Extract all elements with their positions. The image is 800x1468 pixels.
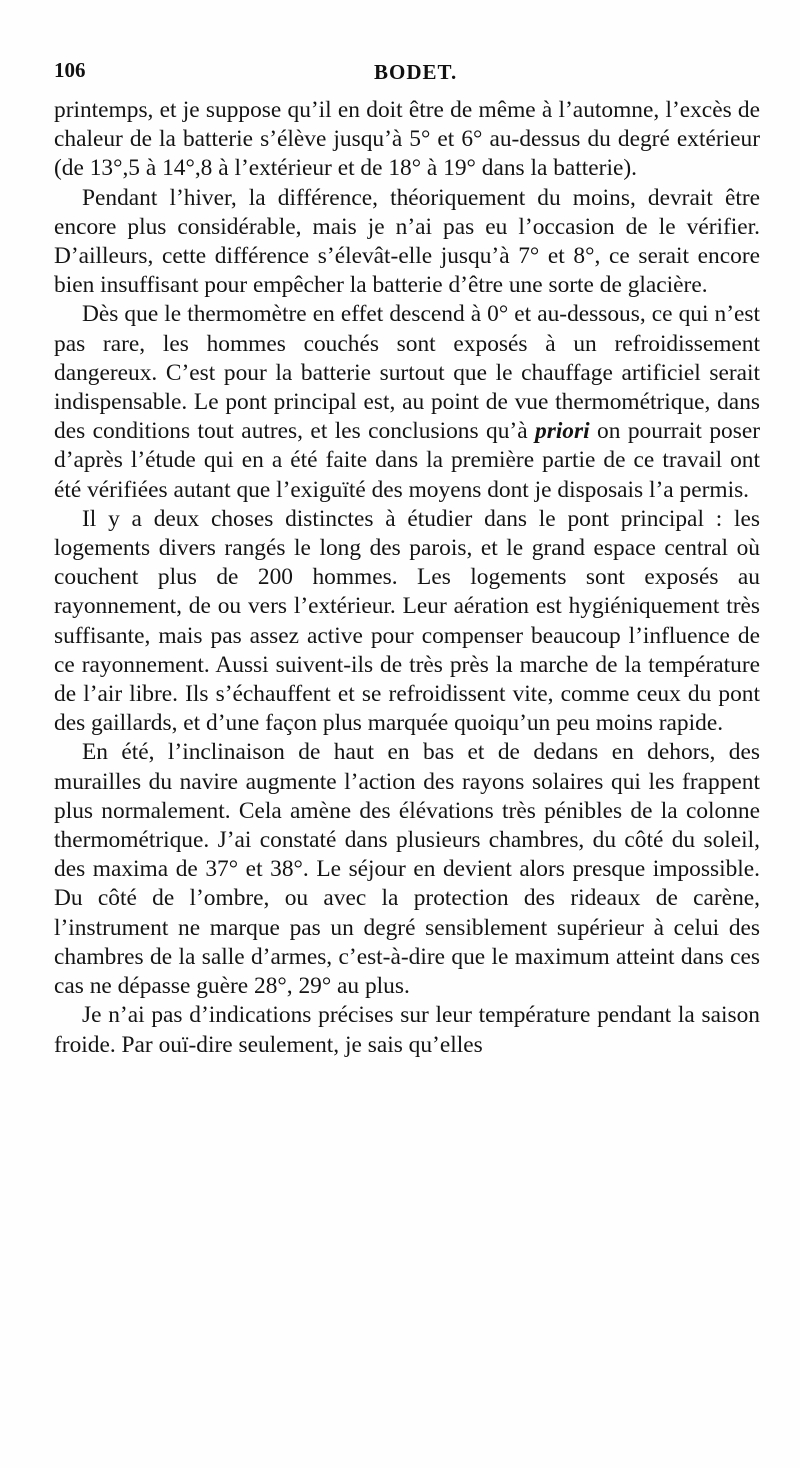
page-number: 106 — [54, 58, 86, 82]
paragraph-3-text-after: on pourrait poser d’après l’étude qui en a été faite dans la première partie de ce travail ont été vérifiées autant que l’exiguïté des moyens dont je disposais l’a permis. — [54, 418, 760, 503]
page-header — [54, 58, 758, 88]
paragraph-2: Pendant l’hiver, la différence, théoriquement du moins, devrait être encore plus considérable, mais je n’ai pas eu l’occasion de le vérifier. D’ailleurs, cette différence s’élevât-elle jusqu’à 7° et 8°, ce serait encore bien insuffisant pour empêcher la batterie d’être une sorte de glacière. — [54, 184, 760, 299]
paragraph-4: Il y a deux choses distinctes à étudier dans le pont principal : les logements divers rangés le long des parois, et le grand espace central où couchent plus de 200 hommes. Les logements sont exposés au rayonnement, de ou vers l’extérieur. Leur aération est hygiéniquement très suffisante, mais pas assez active pour compenser beaucoup l’influence de ce rayonnement. Aussi suivent-ils de très près la marche de la température de l’air libre. Ils s’échauffent et se refroidissent vite, comme ceux du pont des gaillards, et d’une façon plus marquée quoiqu’un peu moins rapide. — [54, 505, 760, 737]
body-text — [54, 96, 760, 1060]
paragraph-3 — [54, 300, 760, 504]
running-head: BODET. — [374, 60, 458, 84]
paragraph-1: printemps, et je suppose qu’il en doit être de même à l’automne, l’excès de chaleur de la batterie s’élève jusqu’à 5° et 6° au-dessus du degré extérieur (de 13°,5 à 14°,8 à l’extérieur et de 18° à 19° dans la batterie). — [54, 97, 760, 182]
paragraph-6: Je n’ai pas d’indications précises sur leur température pendant la saison froide. Par ouï-dire seulement, je sais qu’elles — [54, 1002, 760, 1058]
paragraph-3-text-before: Dès que le thermomètre en effet descend à 0° et au-dessous, ce qui n’est pas rare, les hommes couchés sont exposés à un refroidissement dangereux. C’est pour la batterie surtout que le chauffage artificiel serait indispensable. Le pont principal est, au point de vue thermométrique, dans des conditions tout autres, et les conclusions qu’à — [54, 301, 760, 445]
paragraph-5: En été, l’inclinaison de haut en bas et de dedans en dehors, des murailles du navire augmente l’action des rayons solaires qui les frappent plus normalement. Cela amène des élévations très pénibles de la colonne thermométrique. J’ai constaté dans plusieurs chambres, du côté du soleil, des maxima de 37° et 38°. Le séjour en devient alors presque impossible. Du côté de l’ombre, ou avec la protection des rideaux de carène, l’instrument ne marque pas un degré sensiblement supérieur à celui des chambres de la salle d’armes, c’est-à-dire que le maximum atteint dans ces cas ne dépasse guère 28°, 29° au plus. — [54, 739, 760, 1000]
italic-term: priori — [535, 418, 590, 445]
